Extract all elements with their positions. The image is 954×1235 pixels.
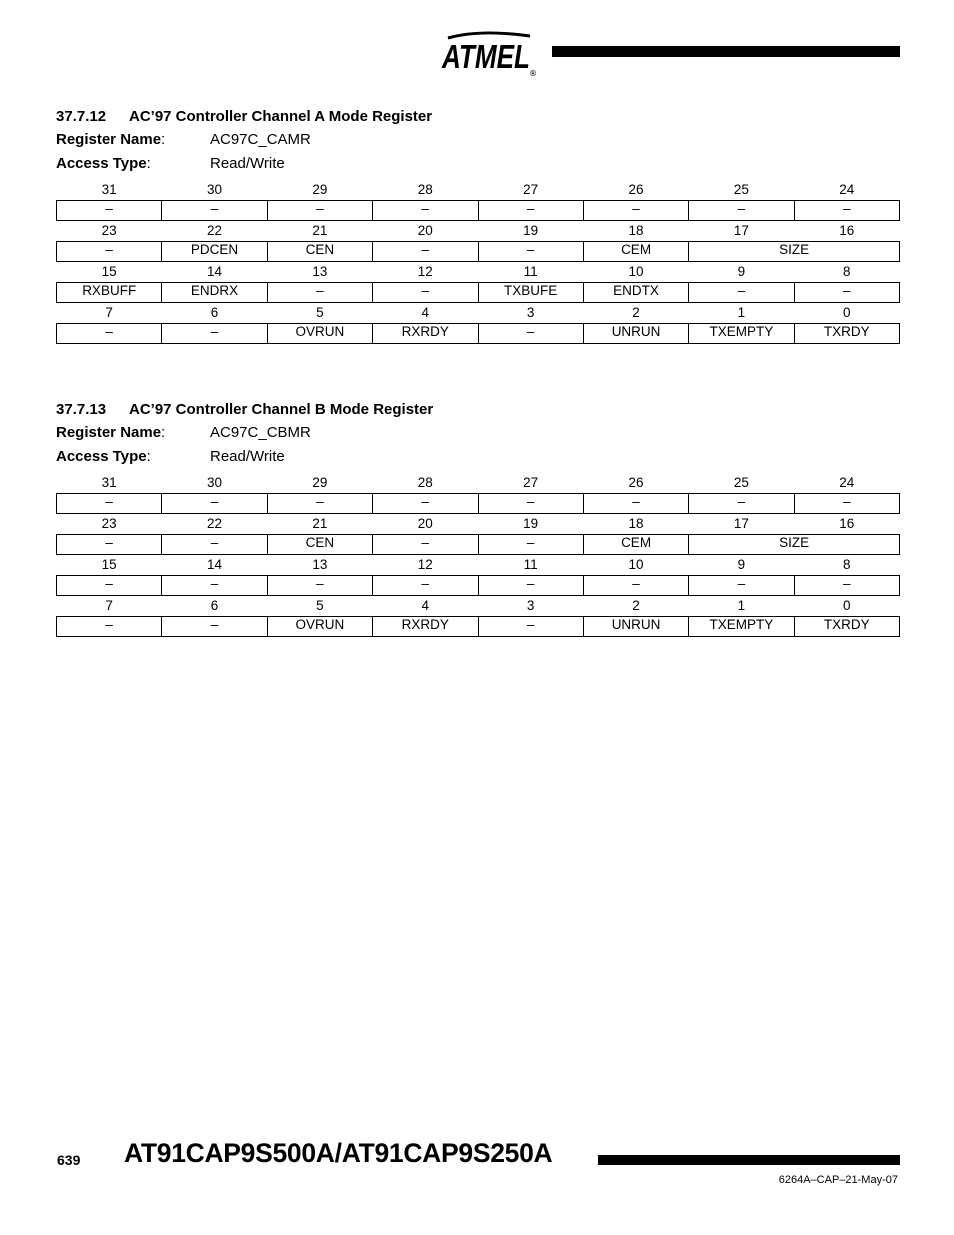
bit-number: 26 <box>628 475 644 490</box>
bit-number: 25 <box>733 182 749 197</box>
bit-number: 31 <box>101 182 117 197</box>
bit-number: 1 <box>737 305 746 320</box>
bit-field: – <box>689 494 794 514</box>
bit-field: – <box>57 617 162 637</box>
bit-number: 28 <box>417 182 433 197</box>
bit-number: 20 <box>417 223 433 238</box>
register-bit-table <box>56 180 900 344</box>
access-type-label: Access Type <box>56 448 147 465</box>
bit-number-row <box>57 514 900 535</box>
bit-field: – <box>583 201 688 221</box>
bit-number: 13 <box>312 264 328 279</box>
register-name-label: Register Name <box>56 424 162 441</box>
bit-field: – <box>57 201 162 221</box>
bit-field: – <box>478 201 583 221</box>
bit-number-row <box>57 221 900 242</box>
bit-field: – <box>373 576 478 596</box>
bit-number: 21 <box>312 223 328 238</box>
bit-field: – <box>373 494 478 514</box>
bit-field: – <box>267 283 372 303</box>
bit-field-row <box>57 576 900 596</box>
bit-field: – <box>162 201 267 221</box>
document-title: AT91CAP9S500A/AT91CAP9S250A <box>124 1138 553 1168</box>
bit-number: 24 <box>839 182 855 197</box>
bit-number: 26 <box>628 182 644 197</box>
bit-field: – <box>57 535 162 555</box>
bit-field: – <box>162 535 267 555</box>
section-title <box>56 399 900 421</box>
bit-number: 23 <box>101 516 117 531</box>
bit-number: 4 <box>421 305 430 320</box>
bit-field: – <box>267 576 372 596</box>
bit-field: ENDTX <box>583 283 688 303</box>
bit-field: – <box>162 617 267 637</box>
access-type-row: Access Type: Read/Write <box>56 155 285 172</box>
bit-field: UNRUN <box>583 324 688 344</box>
bit-field: – <box>57 576 162 596</box>
bit-field: – <box>162 324 267 344</box>
bit-field: CEN <box>267 535 372 555</box>
bit-field-row <box>57 535 900 555</box>
bit-number-row <box>57 473 900 494</box>
bit-field: – <box>162 494 267 514</box>
bit-field: PDCEN <box>162 242 267 262</box>
bit-number: 5 <box>316 598 324 613</box>
header-rule <box>552 46 900 57</box>
bit-number: 22 <box>207 516 223 531</box>
bit-number-row <box>57 180 900 201</box>
bit-number: 11 <box>523 264 538 279</box>
bit-number: 9 <box>737 264 746 279</box>
bit-field: CEM <box>583 535 688 555</box>
bit-field: – <box>373 283 478 303</box>
bit-field: – <box>162 576 267 596</box>
bit-number: 14 <box>207 264 223 279</box>
bit-number: 16 <box>839 223 855 238</box>
bit-number: 7 <box>105 598 113 613</box>
bit-number: 23 <box>101 223 117 238</box>
bit-number: 13 <box>312 557 328 572</box>
bit-field: – <box>373 242 478 262</box>
bit-field: – <box>373 201 478 221</box>
bit-field: – <box>794 576 899 596</box>
bit-field: ENDRX <box>162 283 267 303</box>
bit-number: 20 <box>417 516 433 531</box>
bit-field: – <box>689 201 794 221</box>
bit-number: 1 <box>737 598 746 613</box>
bit-field: TXRDY <box>794 617 899 637</box>
bit-number: 21 <box>312 516 328 531</box>
bit-number: 2 <box>632 598 640 613</box>
bit-field: – <box>794 494 899 514</box>
access-type-label: Access Type <box>56 155 147 172</box>
bit-field: – <box>267 494 372 514</box>
bit-field-row <box>57 242 900 262</box>
bit-field: – <box>478 576 583 596</box>
bit-number: 12 <box>417 557 433 572</box>
bit-number: 0 <box>843 305 851 320</box>
bit-field: – <box>794 283 899 303</box>
bit-number: 8 <box>843 557 851 572</box>
bit-field: – <box>57 494 162 514</box>
bit-number: 2 <box>632 305 640 320</box>
section-number: 37.7.13 <box>56 401 107 418</box>
register-name-row: Register Name: AC97C_CBMR <box>56 424 311 441</box>
access-type-value: Read/Write <box>210 155 285 172</box>
bit-number: 6 <box>210 305 219 320</box>
bit-number: 19 <box>523 223 539 238</box>
register-bit-table <box>56 473 900 637</box>
bit-number: 9 <box>737 557 746 572</box>
bit-number: 5 <box>316 305 324 320</box>
bit-field: – <box>57 324 162 344</box>
registered-mark: ® <box>529 69 537 78</box>
bit-number: 22 <box>207 223 223 238</box>
footer-rule <box>598 1155 900 1165</box>
document-code: 6264A–CAP–21-May-07 <box>778 1174 898 1186</box>
bit-number: 30 <box>207 475 223 490</box>
bit-number: 3 <box>526 598 535 613</box>
bit-field-row <box>57 201 900 221</box>
page-number: 639 <box>57 1152 81 1168</box>
bit-number: 12 <box>417 264 433 279</box>
bit-field: RXBUFF <box>57 283 162 303</box>
bit-number: 14 <box>207 557 223 572</box>
bit-number: 18 <box>628 223 644 238</box>
section-heading: AC’97 Controller Channel B Mode Register <box>129 401 434 418</box>
bit-field: RXRDY <box>373 617 478 637</box>
bit-number: 17 <box>733 516 749 531</box>
register-name-value: AC97C_CBMR <box>210 424 311 441</box>
bit-field: – <box>583 576 688 596</box>
bit-number: 0 <box>843 598 851 613</box>
bit-field: – <box>794 201 899 221</box>
bit-number: 24 <box>839 475 855 490</box>
bit-field: SIZE <box>689 535 900 555</box>
bit-field: TXEMPTY <box>689 617 794 637</box>
bit-number: 7 <box>105 305 113 320</box>
bit-number: 17 <box>733 223 749 238</box>
bit-field: RXRDY <box>373 324 478 344</box>
bit-field: – <box>373 535 478 555</box>
bit-field: CEM <box>583 242 688 262</box>
bit-number: 27 <box>523 182 539 197</box>
bit-field: TXEMPTY <box>689 324 794 344</box>
bit-field: – <box>689 576 794 596</box>
bit-number: 18 <box>628 516 644 531</box>
bit-field: CEN <box>267 242 372 262</box>
bit-field: – <box>478 494 583 514</box>
bit-number: 11 <box>523 557 538 572</box>
bit-number: 29 <box>312 182 328 197</box>
bit-field: – <box>478 324 583 344</box>
bit-number: 15 <box>101 557 117 572</box>
bit-field: – <box>478 535 583 555</box>
section-channel-a <box>56 106 900 344</box>
bit-field: – <box>478 242 583 262</box>
bit-field-row <box>57 324 900 344</box>
bit-field-row <box>57 283 900 303</box>
bit-number: 10 <box>628 264 644 279</box>
bit-number: 19 <box>523 516 539 531</box>
bit-number-row <box>57 596 900 617</box>
bit-number: 30 <box>207 182 223 197</box>
bit-field: UNRUN <box>583 617 688 637</box>
bit-field: TXRDY <box>794 324 899 344</box>
bit-number: 25 <box>733 475 749 490</box>
bit-number: 6 <box>210 598 219 613</box>
bit-number-row <box>57 262 900 283</box>
bit-field: – <box>267 201 372 221</box>
bit-number: 3 <box>526 305 535 320</box>
bit-field: – <box>689 283 794 303</box>
bit-field: – <box>478 617 583 637</box>
bit-number: 31 <box>101 475 117 490</box>
logo-wordmark: ATMEL <box>441 38 530 75</box>
bit-field: SIZE <box>689 242 900 262</box>
bit-number-row <box>57 555 900 576</box>
access-type-value: Read/Write <box>210 448 285 465</box>
section-title <box>56 106 900 128</box>
bit-number: 16 <box>839 516 855 531</box>
atmel-logo <box>440 28 540 78</box>
bit-field: – <box>57 242 162 262</box>
bit-number: 8 <box>843 264 851 279</box>
bit-field: OVRUN <box>267 324 372 344</box>
access-type-row: Access Type: Read/Write <box>56 448 285 465</box>
bit-number: 28 <box>417 475 433 490</box>
bit-field: – <box>583 494 688 514</box>
section-heading: AC’97 Controller Channel A Mode Register <box>129 108 433 125</box>
bit-field-row <box>57 494 900 514</box>
bit-number: 29 <box>312 475 328 490</box>
section-channel-b <box>56 399 900 637</box>
bit-number-row <box>57 303 900 324</box>
bit-number: 4 <box>421 598 430 613</box>
bit-number: 15 <box>101 264 117 279</box>
register-name-value: AC97C_CAMR <box>210 131 311 148</box>
bit-number: 27 <box>523 475 539 490</box>
bit-field: OVRUN <box>267 617 372 637</box>
register-name-label: Register Name <box>56 131 162 148</box>
bit-number: 10 <box>628 557 644 572</box>
bit-field-row <box>57 617 900 637</box>
section-number: 37.7.12 <box>56 108 107 125</box>
register-name-row: Register Name: AC97C_CAMR <box>56 131 311 148</box>
bit-field: TXBUFE <box>478 283 583 303</box>
